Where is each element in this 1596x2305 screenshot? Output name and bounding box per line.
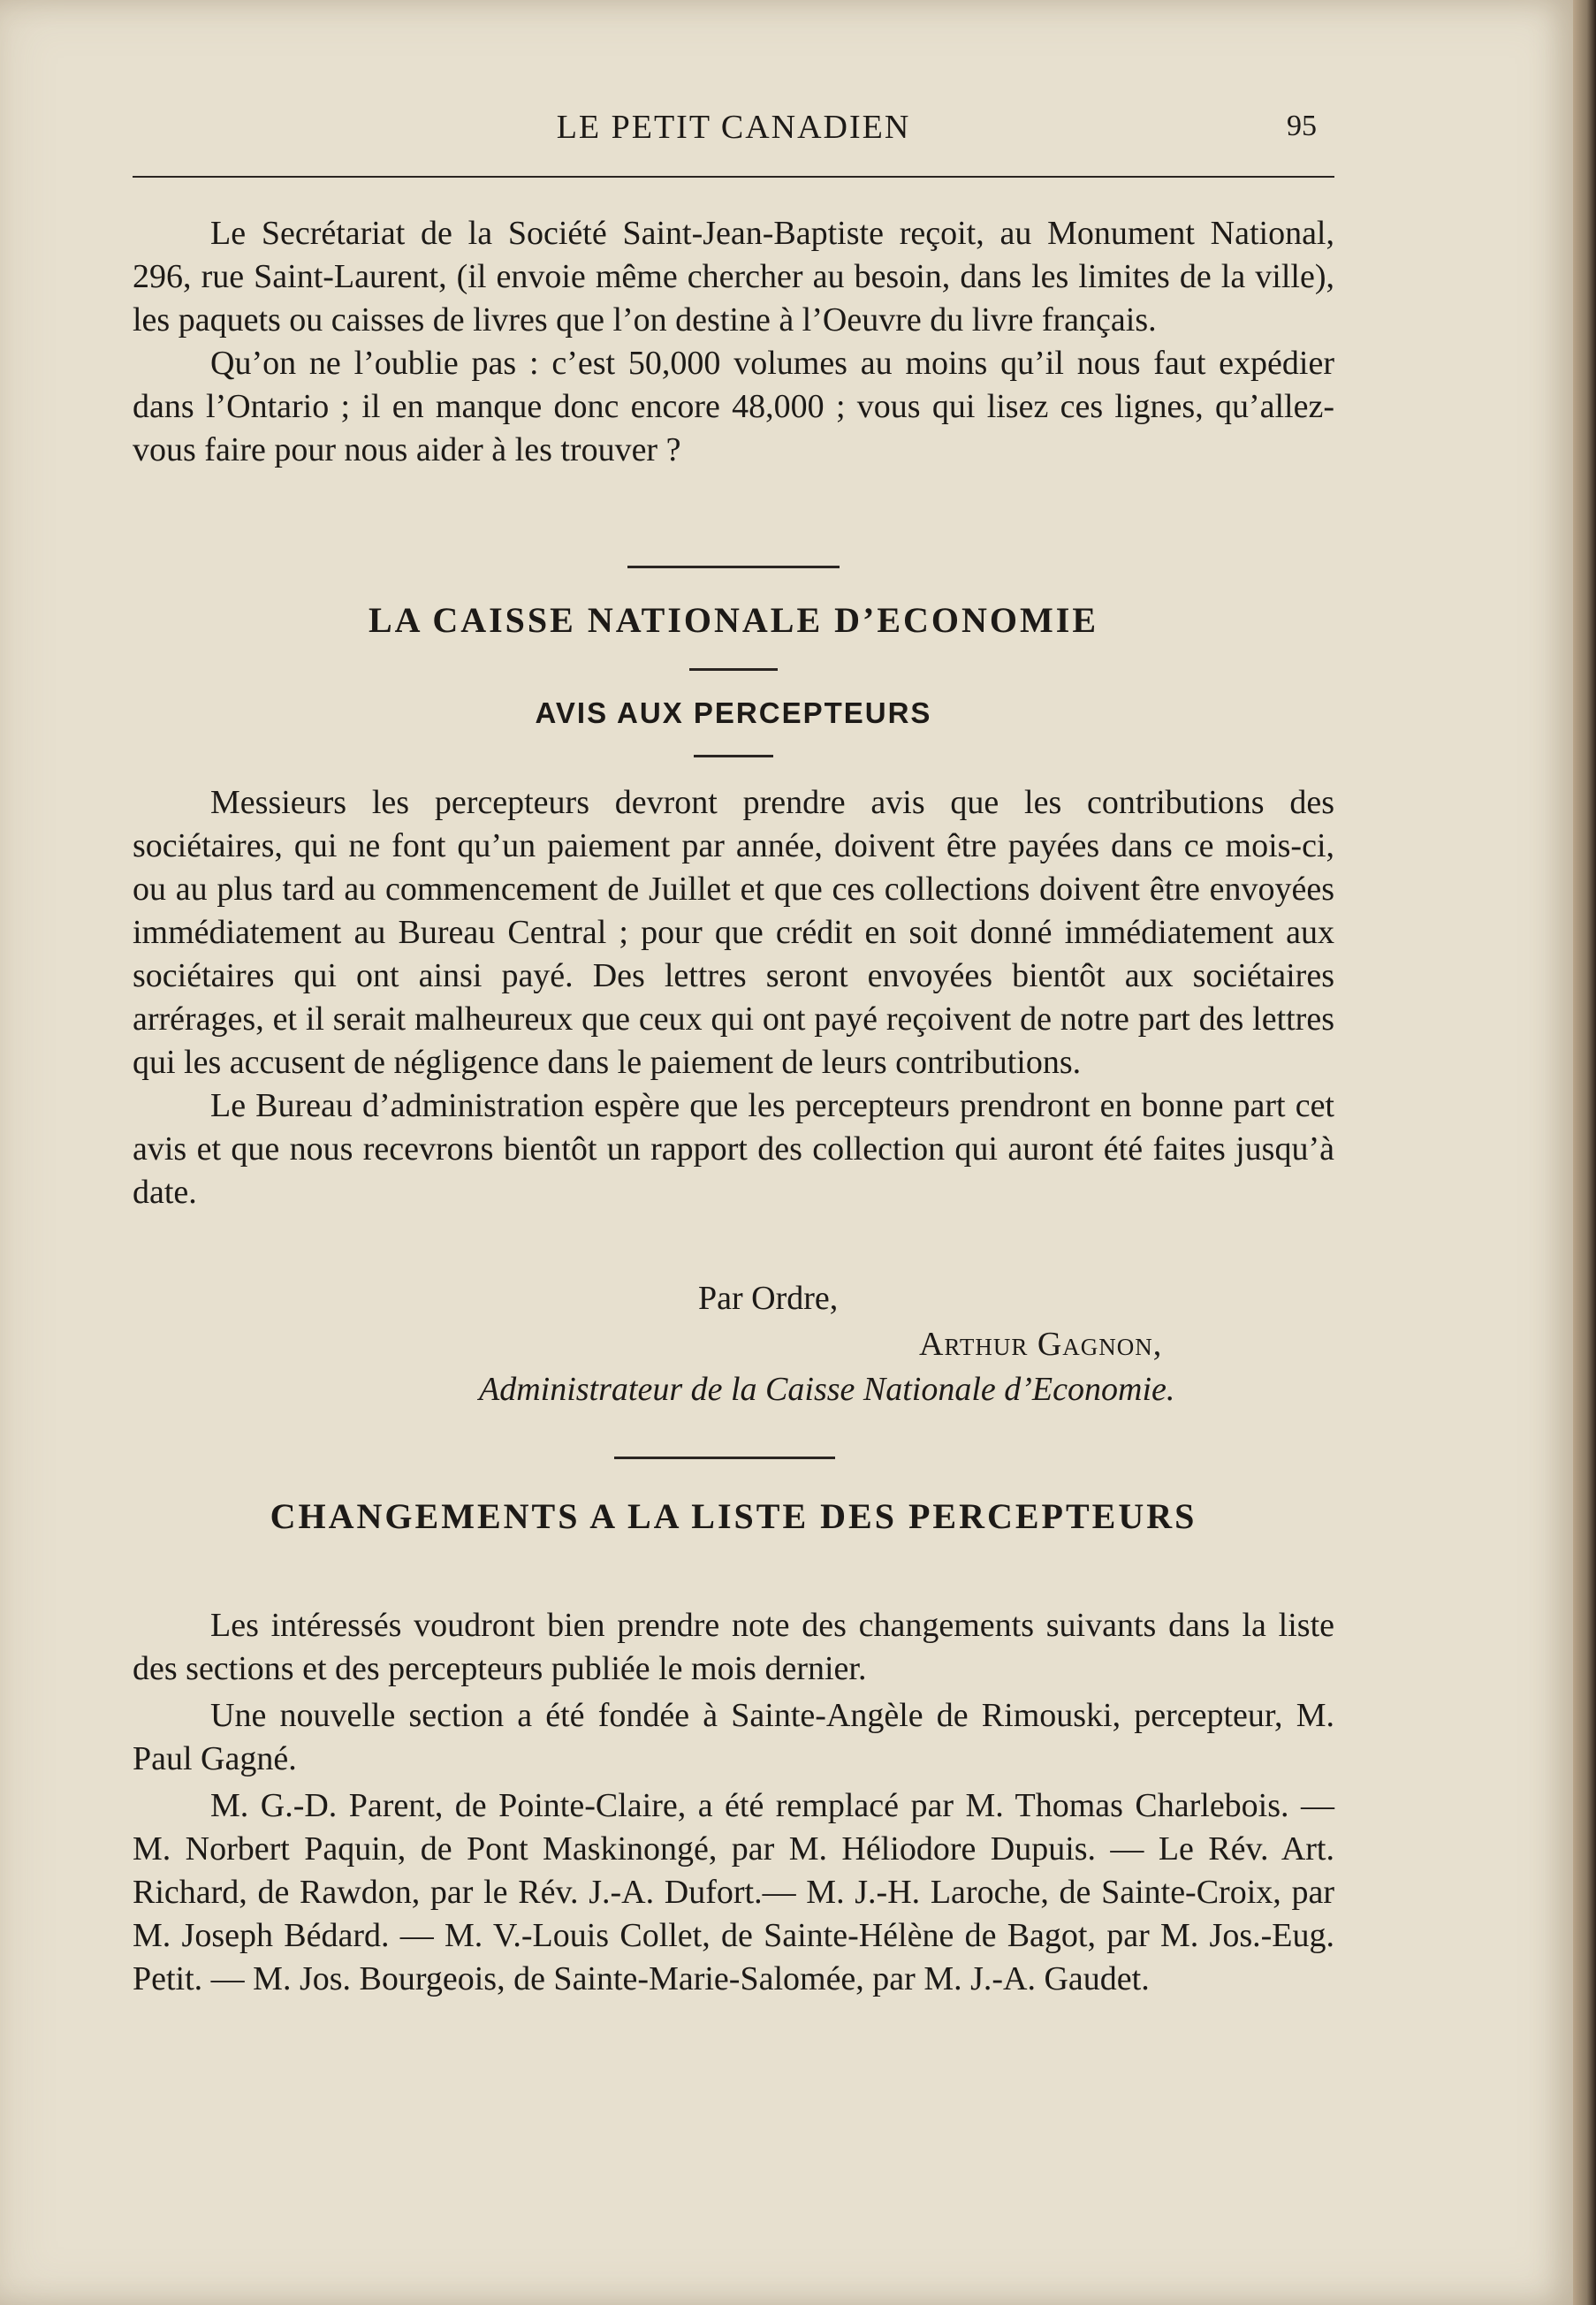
- caisse-paragraph-1: Messieurs les percepteurs devront prendre avis que les contributions des sociétaires, qui ne font qu’un paiement par année, doivent être payées dans ce mois-ci, ou au plus tard au commencement de Juillet et que ces collections doivent être envoyées immédiatement au Bureau Central ; pour que crédit en soit donné immédiatement aux sociétaires qui ont ainsi payé. Des lettres seront envoyées bientôt aux sociétaires arrérages, et il serait malheureux que ceux qui ont payé reçoivent de notre part des lettres qui les accusent de négligence dans le paiement de leurs contributions.: [133, 784, 1334, 1081]
- caisse-title: LA CAISSE NATIONALE D’ECONOMIE: [368, 600, 1099, 640]
- caisse-subtitle: AVIS AUX PERCEPTEURS: [535, 696, 932, 729]
- changements-title: CHANGEMENTS A LA LISTE DES PERCEPTEURS: [270, 1496, 1197, 1536]
- changements-body: [133, 1604, 1334, 2001]
- signature-order: Par Ordre,: [698, 1280, 839, 1317]
- page-edge: [1573, 0, 1596, 2305]
- title-rule: [689, 668, 778, 671]
- caisse-paragraph-2: Le Bureau d’administration espère que les percepteurs prendront en bonne part cet avis et que nous recevrons bientôt un rapport des collection qui auront été faites jusqu’à date.: [133, 1087, 1334, 1211]
- caisse-body: [133, 781, 1334, 1214]
- page-number: 95: [1287, 110, 1317, 142]
- signature-name: Arthur Gagnon,: [919, 1326, 1163, 1363]
- changements-paragraph-3: M. G.-D. Parent, de Pointe-Claire, a été remplacé par M. Thomas Charlebois. — M. Norbert Paquin, de Pont Maskinongé, par M. Héliodore Dupuis. — Le Rév. Art. Richard, de Rawdon, par le Rév. J.-A. Dufort.— M. J.-H. Laroche, de Sainte-Croix, par M. Joseph Bédard. — M. V.-Louis Collet, de Sainte-Hélène de Bagot, par M. Jos.-Eug. Petit. — M. Jos. Bourgeois, de Sainte-Marie-Salomée, par M. J.-A. Gaudet.: [133, 1787, 1334, 1997]
- section-divider: [627, 566, 840, 568]
- changements-paragraph-2: Une nouvelle section a été fondée à Sainte-Angèle de Rimouski, percepteur, M. Paul Gagné.: [133, 1697, 1334, 1777]
- running-title: LE PETIT CANADIEN: [556, 109, 911, 146]
- intro-section: [133, 212, 1334, 472]
- intro-paragraph-1: Le Secrétariat de la Société Saint-Jean-Baptiste reçoit, au Monument National, 296, rue Saint-Laurent, (il envoie même chercher au besoin, dans les limites de la ville), les paquets ou caisses de livres que l’on destine à l’Oeuvre du livre français.: [133, 215, 1334, 339]
- changements-paragraph-1: Les intéressés voudront bien prendre note des changements suivants dans la liste des sections et des percepteurs publiée le mois dernier.: [133, 1607, 1334, 1687]
- running-header: [133, 108, 1334, 152]
- intro-paragraph-2: Qu’on ne l’oublie pas : c’est 50,000 volumes au moins qu’il nous faut expédier dans l’Ontario ; il en manque donc encore 48,000 ; vous qui lisez ces lignes, qu’allez-vous faire pour nous aider à les trouver ?: [133, 345, 1334, 468]
- section-divider-2: [614, 1457, 835, 1459]
- subtitle-rule: [694, 755, 773, 757]
- header-rule: [133, 176, 1334, 178]
- signature-role: Administrateur de la Caisse Nationale d’Economie.: [479, 1371, 1175, 1408]
